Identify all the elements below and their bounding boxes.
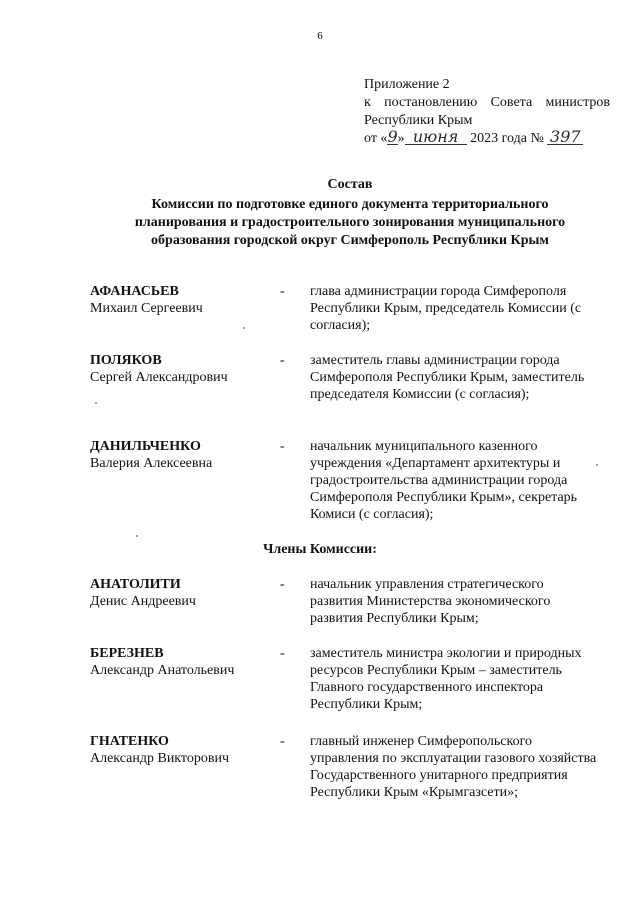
entry-surname: АНАТОЛИТИ <box>90 577 181 592</box>
appendix-resolution-line <box>364 94 610 112</box>
date-year: 2023 года № <box>470 131 544 146</box>
scan-speck <box>243 327 245 329</box>
appendix-date-line <box>364 127 614 148</box>
entry-surname: АФАНАСЬЕВ <box>90 284 179 299</box>
date-quote: » <box>397 131 405 146</box>
entry-position: заместитель главы администрации города Симферополя Республики Крым, заместитель председателя Комиссии (с согласия); <box>310 353 585 402</box>
entry-position: заместитель министра экологии и природных ресурсов Республики Крым – заместитель Главного государственного инспектора Республики Крым; <box>310 646 582 712</box>
title-line: Комиссии по подготовке единого документа территориального <box>151 197 549 212</box>
document-title <box>60 176 640 250</box>
appendix-title: Приложение 2 <box>364 77 450 92</box>
appendix-republic: Республики Крым <box>364 113 473 128</box>
title-heading: Состав <box>327 177 373 192</box>
appendix-word: к <box>364 95 371 110</box>
entry-dash: - <box>280 284 285 299</box>
entry-dash: - <box>280 734 285 749</box>
page-number: 6 <box>317 30 323 42</box>
members-heading: Члены Комиссии: <box>263 542 377 557</box>
entry-position: главный инженер Симферопольского управления по эксплуатации газового хозяйства Государственного унитарного предприятия Республики Крым «Крымгазсети»; <box>310 734 597 800</box>
entry-dash: - <box>280 353 285 368</box>
scan-speck <box>136 535 138 537</box>
entry-position: начальник муниципального казенного учреждения «Департамент архитектуры и градостроительства администрации города Симферополя Республики Крым», секретарь Комиси (с согласия); <box>310 439 578 522</box>
scan-speck <box>596 464 598 466</box>
entry-dash: - <box>280 577 285 592</box>
entry-position: глава администрации города Симферополя Республики Крым, председатель Комиссии (с согласия); <box>310 284 582 333</box>
entry-position: начальник управления стратегического развития Министерства экономического развития Республики Крым; <box>310 577 551 626</box>
entry-dash: - <box>280 646 285 661</box>
handwritten-month: июня <box>405 130 467 145</box>
entry-surname: ПОЛЯКОВ <box>90 353 162 368</box>
entry-surname: ГНАТЕНКО <box>90 734 169 749</box>
entry-dash: - <box>280 439 285 454</box>
title-line: образования городской округ Симферополь Республики Крым <box>151 233 549 248</box>
entry-given-name: Михаил Сергеевич <box>90 301 203 316</box>
entry-surname: ДАНИЛЬЧЕНКО <box>90 439 201 454</box>
appendix-header <box>364 76 614 148</box>
date-prefix: от « <box>364 131 388 146</box>
title-line: планирования и градостроительного зонирования муниципального <box>134 215 566 230</box>
scan-speck <box>95 402 97 404</box>
appendix-word: Совета <box>490 95 533 110</box>
entry-given-name: Денис Андреевич <box>90 594 196 609</box>
appendix-word: постановлению <box>384 95 478 110</box>
handwritten-number: 397 <box>547 130 583 145</box>
entry-given-name: Александр Викторович <box>90 751 230 766</box>
handwritten-day: 9 <box>387 127 398 146</box>
entry-given-name: Валерия Алексеевна <box>90 456 213 471</box>
appendix-word: министров <box>545 95 610 110</box>
entry-surname: БЕРЕЗНЕВ <box>90 646 164 661</box>
entry-given-name: Александр Анатольевич <box>90 663 235 678</box>
entry-given-name: Сергей Александрович <box>90 370 228 385</box>
